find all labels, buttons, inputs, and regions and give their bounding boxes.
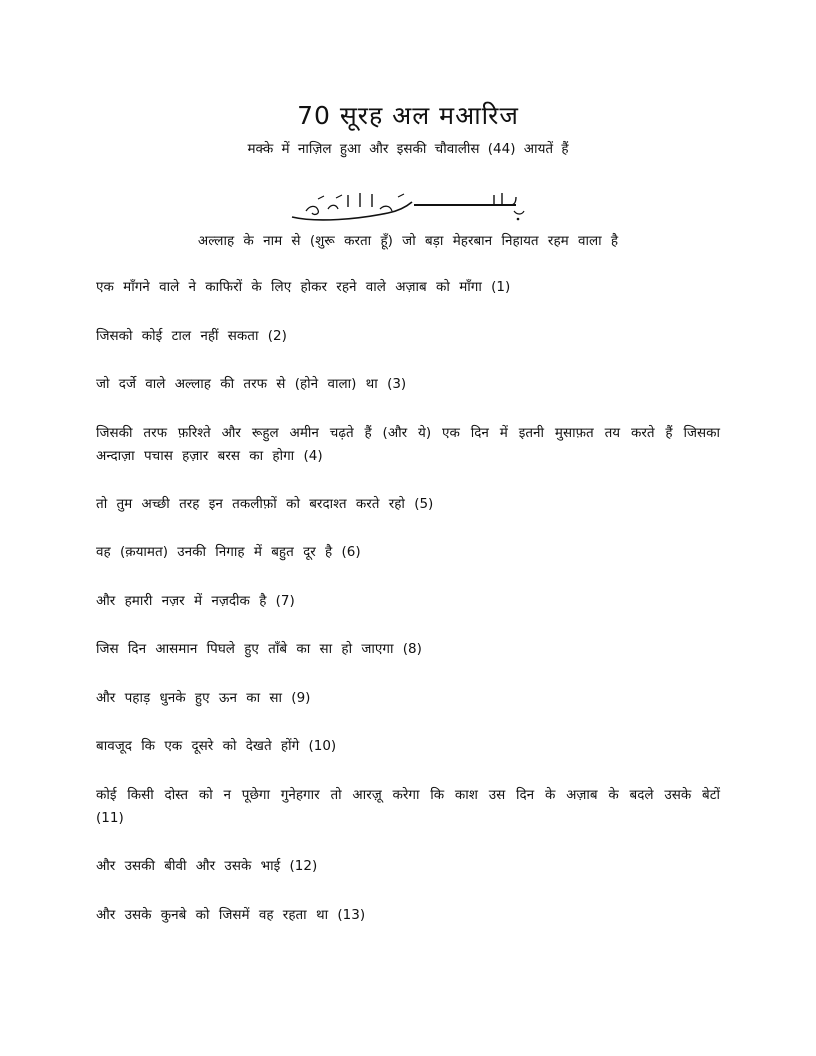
verse-7: और हमारी नज़र में नज़दीक है (7) [96, 593, 295, 609]
verse-13: और उसके कुनबे को जिसमें वह रहता था (13) [96, 907, 366, 923]
verse-12: और उसकी बीवी और उसके भाई (12) [96, 858, 318, 874]
verse-10: बावजूद कि एक दूसरे को देखते होंगे (10) [96, 738, 337, 754]
verse-2: जिसको कोई टाल नहीं सकता (2) [96, 328, 287, 344]
surah-subtitle: मक्के में नाज़िल हुआ और इसकी चौवालीस (44) आयतें हैं [247, 141, 569, 157]
verse-5: तो तुम अच्छी तरह इन तकलीफ़ों को बरदाश्त करते रहो (5) [96, 496, 434, 512]
verse-6: वह (क़यामत) उनकी निगाह में बहुत दूर है (6) [96, 544, 361, 560]
verse-11: कोई किसी दोस्त को न पूछेगा गुनेहगार तो आरज़ू करेगा कि काश उस दिन के अज़ाब के बदले उसके बेटों (11) [96, 787, 720, 826]
verse-9: और पहाड़ धुनके हुए ऊन का सा (9) [96, 690, 311, 706]
bismillah-calligraphy [288, 189, 528, 225]
verse-3: जो दर्जे वाले अल्लाह की तरफ से (होने वाला) था (3) [96, 376, 407, 392]
basmala-translation: अल्लाह के नाम से (शुरू करता हूँ) जो बड़ा मेहरबान निहायत रहम वाला है [197, 233, 619, 249]
verse-1: एक माँगने वाले ने काफिरों के लिए होकर रहने वाले अज़ाब को माँगा (1) [96, 279, 511, 295]
verse-4: जिसकी तरफ फ़रिश्ते और रूहुल अमीन चढ़ते हैं (और ये) एक दिन में इतनी मुसाफ़त तय करते हैं जिसका अन्दाज़ा पचास हज़ार बरस का होगा (4) [96, 425, 720, 464]
page-title: 70 सूरह अल मआरिज [297, 101, 519, 130]
verse-8: जिस दिन आसमान पिघले हुए ताँबे का सा हो जाएगा (8) [96, 641, 422, 657]
